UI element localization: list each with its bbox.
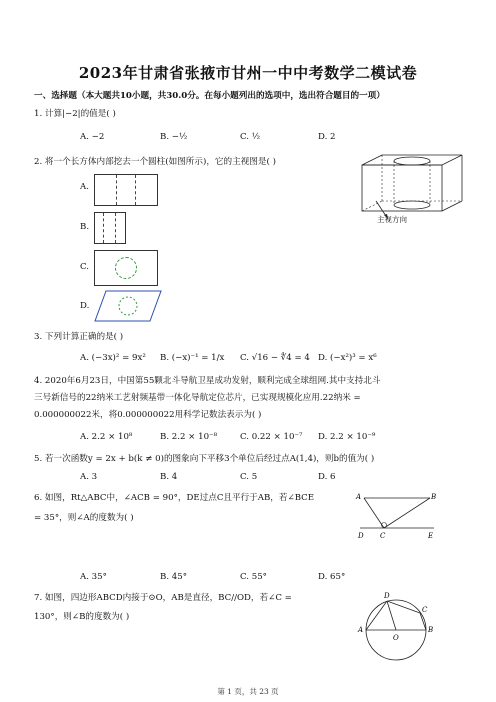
label-a: A	[358, 626, 364, 634]
q6-option-d: D. 65°	[318, 572, 346, 582]
q2-option-b: B.	[80, 222, 90, 232]
q2-option-d: D.	[80, 301, 90, 311]
q1-option-a: A. −2	[80, 132, 105, 142]
q3-option-b: B. (−x)⁻¹ = 1/x	[160, 353, 225, 363]
q1-option-b: B. −½	[160, 132, 188, 142]
q4-option-b: B. 2.2 × 10⁻⁸	[160, 432, 218, 442]
q6-option-b: B. 45°	[160, 572, 188, 582]
option-b-figure	[94, 212, 126, 244]
label-a: A	[356, 493, 362, 501]
q6-option-a: A. 35°	[80, 572, 107, 582]
option-a-figure	[94, 174, 158, 206]
question-4-line-3: 0.000000022米，将0.000000022用科学记数法表示为( )	[34, 410, 262, 420]
section-heading: 一、选择题（本大题共10小题，共30.0分。在每小题列出的选项中，选出符合题目的一项）	[34, 91, 385, 101]
triangle-figure	[354, 488, 438, 540]
label-c: C	[380, 532, 386, 540]
question-7-line-1: 7. 如图，四边形ABCD内接于⊙O，AB是直径，BC//OD，若∠C =	[34, 593, 292, 603]
q3-option-d: D. (−x²)³ = x⁶	[318, 353, 377, 363]
view-direction-label: 主视方向	[377, 215, 407, 224]
q5-option-a: A. 3	[80, 472, 98, 482]
question-1-stem: 1. 计算|−2|的值是( )	[34, 109, 116, 119]
q4-option-a: A. 2.2 × 10⁸	[80, 432, 133, 442]
q3-option-c: C. √16 − ∜4 = 4	[240, 353, 310, 363]
label-d: D	[384, 592, 390, 600]
q1-option-d: D. 2	[318, 132, 336, 142]
q1-option-c: C. ½	[240, 132, 261, 142]
question-6-line-2: = 35°，则∠A的度数为( )	[34, 513, 134, 523]
q5-option-b: B. 4	[160, 472, 178, 482]
label-b: B	[428, 626, 434, 634]
label-b: B	[431, 493, 437, 501]
option-c-figure	[94, 250, 158, 286]
q5-option-c: C. 5	[240, 472, 258, 482]
q3-option-a: A. (−3x)² = 9x²	[80, 353, 146, 363]
label-c: C	[422, 606, 428, 614]
question-3-stem: 3. 下列计算正确的是( )	[34, 332, 124, 342]
question-4-line-1: 4. 2020年6月23日，中国第55颗北斗导航卫星成功发射，顺利完成全球组网.其中支持北斗	[34, 376, 381, 386]
page-footer: 第 1 页，共 23 页	[217, 687, 279, 696]
question-4-line-2: 三号新信号的22纳米工艺射频基带一体化导航定位芯片，已实现规模化应用.22纳米 =	[34, 393, 361, 403]
label-o: O	[393, 634, 399, 642]
q4-option-c: C. 0.22 × 10⁻⁷	[240, 432, 303, 442]
question-6-line-1: 6. 如图，Rt△ABC中，∠ACB = 90°，DE过点C且平行于AB，若∠BCE	[34, 493, 315, 503]
circle-figure	[356, 588, 440, 672]
q5-option-d: D. 6	[318, 472, 336, 482]
q2-option-a: A.	[80, 182, 89, 192]
question-2-stem: 2. 将一个长方体内部挖去一个圆柱(如图所示)，它的主视图是( )	[34, 157, 276, 167]
question-5-stem: 5. 若一次函数y = 2x + b(k ≠ 0)的图象向下平移3个单位后经过点A(1,4)，则b的值为( )	[34, 454, 375, 464]
question-7-line-2: 130°，则∠B的度数为( )	[34, 612, 130, 622]
page-title: 2023年甘肃省张掖市甘州一中中考数学二模试卷	[78, 64, 418, 82]
q4-option-d: D. 2.2 × 10⁻⁹	[318, 432, 376, 442]
option-d-figure	[94, 290, 162, 322]
q6-option-c: C. 55°	[240, 572, 267, 582]
q2-option-c: C.	[80, 262, 90, 272]
label-e: E	[428, 532, 434, 540]
label-d: D	[358, 532, 364, 540]
